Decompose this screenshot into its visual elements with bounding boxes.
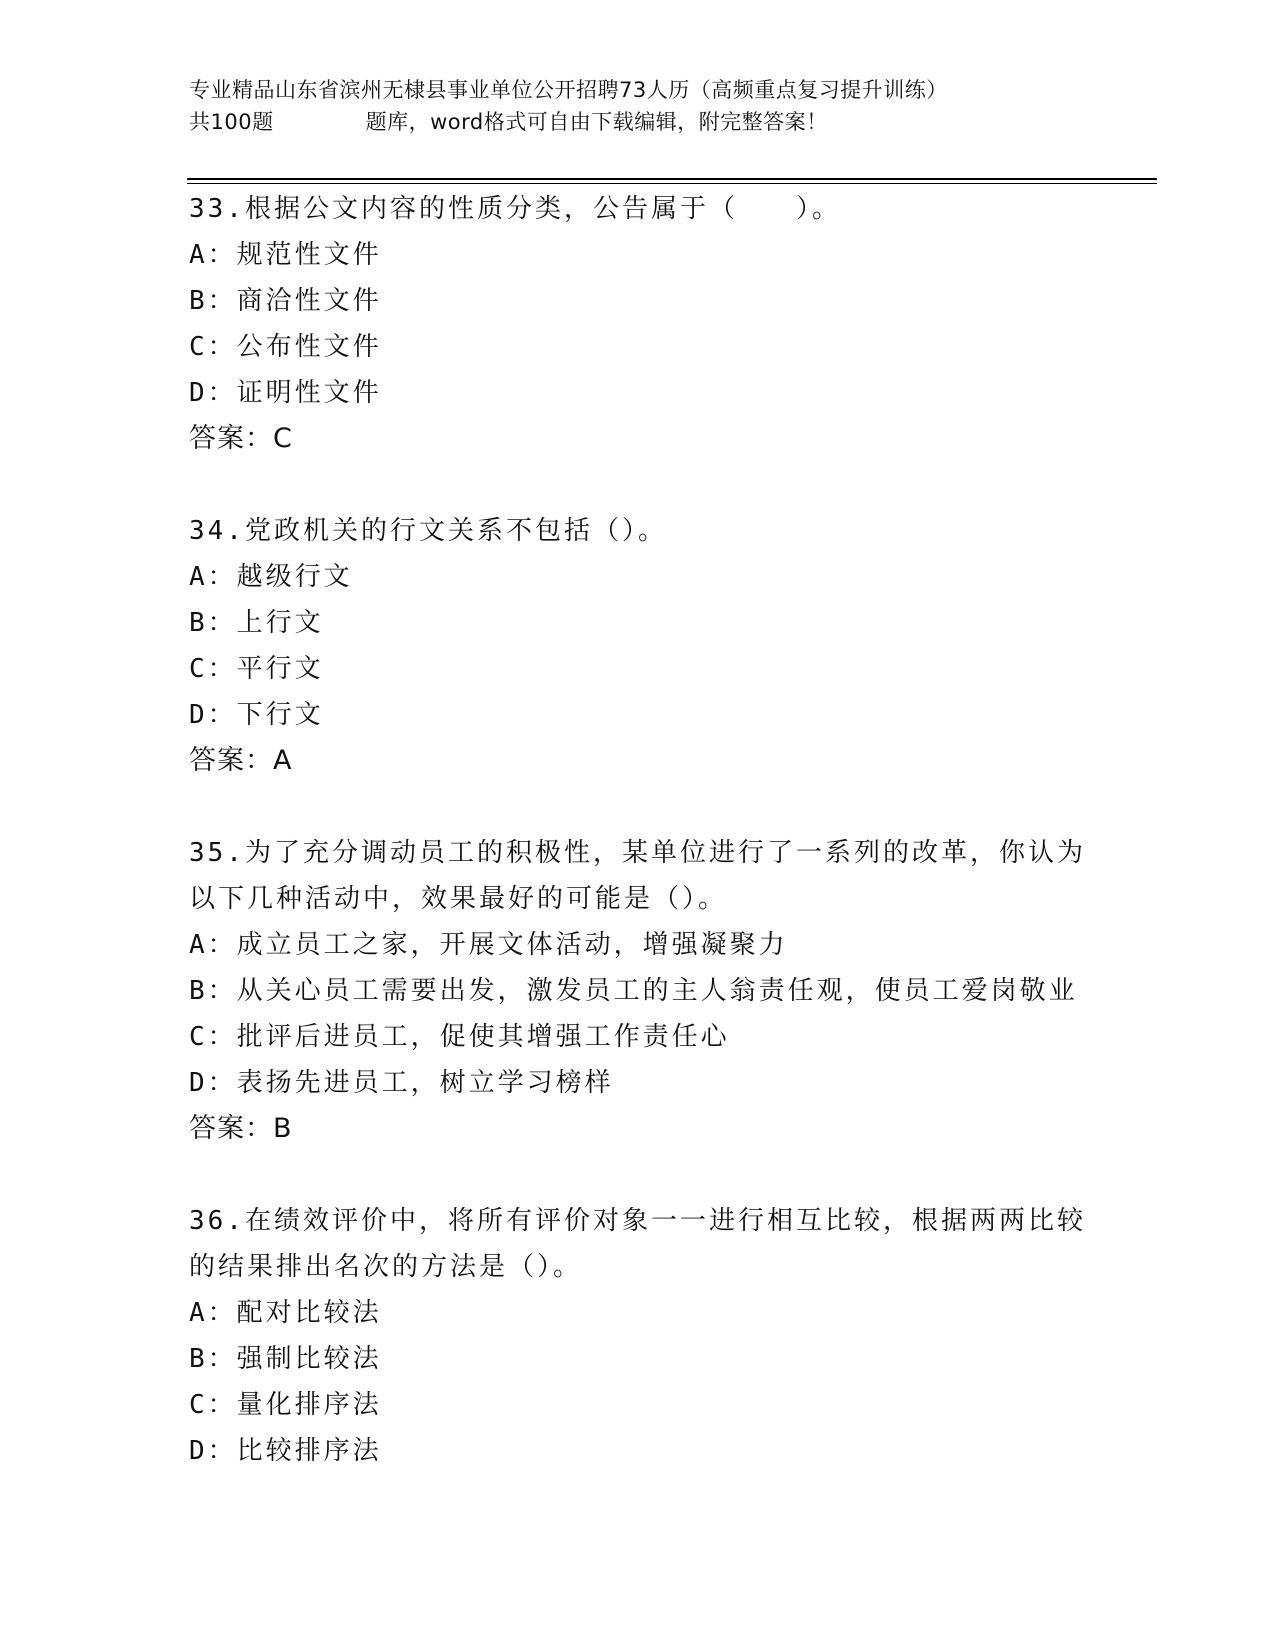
answer-line: 答案：A bbox=[189, 745, 293, 776]
option-a: A：越级行文 bbox=[189, 562, 353, 592]
answer-line: 答案：B bbox=[189, 1113, 293, 1144]
question-text: 36.在绩效评价中，将所有评价对象一一进行相互比较，根据两两比较 bbox=[189, 1206, 1086, 1236]
question-text-continued: 的结果排出名次的方法是（）。 bbox=[189, 1252, 583, 1282]
option-c: C：公布性文件 bbox=[189, 332, 382, 362]
option-b: B：从关心员工需要出发，激发员工的主人翁责任观，使员工爱岗敬业 bbox=[189, 976, 1078, 1006]
option-b: B：强制比较法 bbox=[189, 1344, 382, 1374]
option-d: D：比较排序法 bbox=[189, 1436, 382, 1466]
question-block bbox=[189, 186, 1089, 462]
option-b: B：上行文 bbox=[189, 608, 324, 638]
option-d: D：表扬先进员工，树立学习榜样 bbox=[189, 1068, 614, 1098]
question-text: 35.为了充分调动员工的积极性，某单位进行了一系列的改革，你认为 bbox=[189, 838, 1086, 868]
option-d: D：下行文 bbox=[189, 700, 324, 730]
option-a: A：成立员工之家，开展文体活动，增强凝聚力 bbox=[189, 930, 788, 960]
question-list bbox=[189, 186, 1089, 1520]
option-a: A：配对比较法 bbox=[189, 1298, 382, 1328]
option-c: C：量化排序法 bbox=[189, 1390, 382, 1420]
question-text: 33.根据公文内容的性质分类，公告属于（ ）。 bbox=[189, 194, 841, 224]
question-text: 34.党政机关的行文关系不包括（）。 bbox=[189, 516, 667, 546]
header-rule-thick bbox=[187, 178, 1157, 180]
option-c: C：平行文 bbox=[189, 654, 324, 684]
option-c: C：批评后进员工，促使其增强工作责任心 bbox=[189, 1022, 730, 1052]
header-title-line: 专业精品山东省滨州无棣县事业单位公开招聘73人历（高频重点复习提升训练） bbox=[189, 78, 948, 102]
question-text-continued: 以下几种活动中，效果最好的可能是（）。 bbox=[189, 884, 728, 914]
option-b: B：商洽性文件 bbox=[189, 286, 382, 316]
option-d: D：证明性文件 bbox=[189, 378, 382, 408]
question-block bbox=[189, 508, 1089, 784]
question-block bbox=[189, 1198, 1089, 1474]
document-header bbox=[189, 74, 1089, 138]
answer-line: 答案：C bbox=[189, 423, 293, 454]
header-question-count: 共100题 bbox=[189, 110, 274, 134]
header-rule-thin bbox=[187, 183, 1157, 184]
header-description: 题库，word格式可自由下载编辑，附完整答案！ bbox=[365, 110, 828, 134]
question-block bbox=[189, 830, 1089, 1152]
option-a: A：规范性文件 bbox=[189, 240, 382, 270]
header-subtitle-line bbox=[189, 106, 1089, 138]
